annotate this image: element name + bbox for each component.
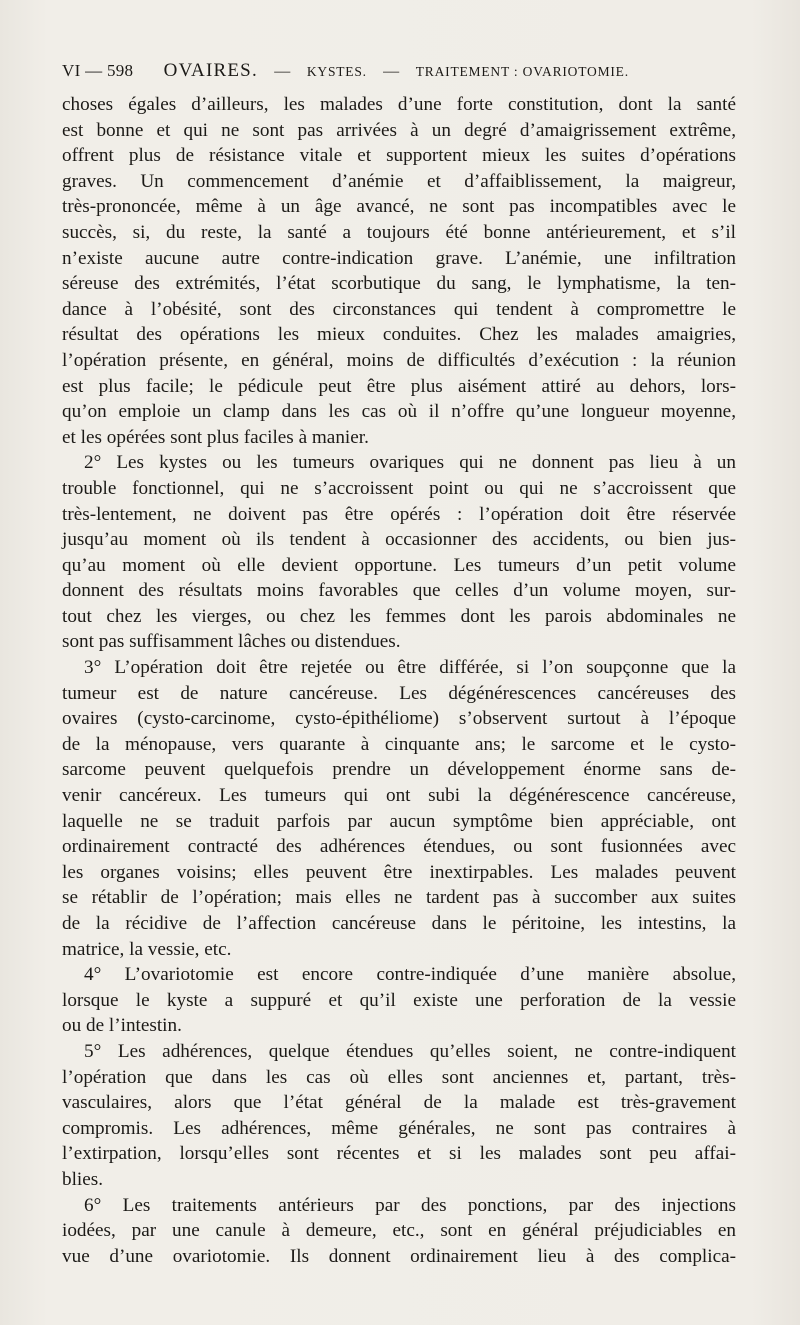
text-line: offrent plus de résistance vitale et supportent mieux les suites d’opérations bbox=[62, 145, 736, 167]
text-line: 6° Les traitements antérieurs par des ponctions, par des injections bbox=[84, 1194, 736, 1216]
text-line: tumeur est de nature cancéreuse. Les dégénérescences cancéreuses des bbox=[62, 682, 736, 704]
text-line: de la récidive de l’affection cancéreuse dans le péritoine, les intestins, la bbox=[62, 913, 736, 934]
text-line: lorsque le kyste a suppuré et qu’il existe une perforation de la vessie bbox=[62, 989, 736, 1011]
text-line: qu’au moment où elle devient opportune. Les tumeurs d’un petit volume bbox=[62, 554, 736, 576]
text-line: dance à l’obésité, sont des circonstances qui tendent à compromettre le bbox=[62, 298, 736, 320]
text-line: les organes voisins; elles peuvent être inextirpables. Les malades peuvent bbox=[62, 861, 736, 883]
text-line: vue d’une ovariotomie. Ils donnent ordinairement lieu à des complica- bbox=[62, 1245, 736, 1267]
text-line: compromis. Les adhérences, même générales, ne sont pas contraires à bbox=[62, 1117, 736, 1139]
text-line: de la ménopause, vers quarante à cinquante ans; le sarcome et le cysto- bbox=[62, 733, 736, 755]
text-line: se rétablir de l’opération; mais elles ne tardent pas à succomber aux suites bbox=[62, 887, 736, 909]
text-line: 3° L’opération doit être rejetée ou être différée, si l’on soupçonne que la bbox=[84, 657, 736, 679]
text-line: trouble fonctionnel, qui ne s’accroissent point ou qui ne s’accroissent que bbox=[62, 477, 736, 499]
text-line: graves. Un commencement d’anémie et d’affaiblissement, la maigreur, bbox=[62, 170, 736, 192]
text-line: ovaires (cysto-carcinome, cysto-épithéliome) s’observent surtout à l’époque bbox=[62, 708, 736, 730]
running-header bbox=[62, 60, 742, 90]
text-line: n’existe aucune autre contre-indication grave. L’anémie, une infiltration bbox=[62, 247, 736, 269]
header-separator: — bbox=[274, 63, 291, 80]
text-line: 2° Les kystes ou les tumeurs ovariques qui ne donnent pas lieu à un bbox=[84, 452, 736, 474]
text-line: résultat des opérations les mieux conduites. Chez les malades amaigries, bbox=[62, 324, 736, 346]
text-line: sarcome peuvent quelquefois prendre un développement énorme sans de- bbox=[62, 759, 736, 781]
text-line: est bonne et qui ne sont pas arrivées à un degré d’amaigrissement extrême, bbox=[62, 119, 736, 141]
text-line: l’opération que dans les cas où elles sont anciennes et, partant, très- bbox=[62, 1066, 736, 1088]
text-line: séreuse des extrémités, l’état scorbutique du sang, le lymphatisme, la ten- bbox=[62, 273, 736, 295]
header-subsection: TRAITEMENT : OVARIOTOMIE. bbox=[415, 64, 629, 79]
text-line: vasculaires, alors que l’état général de la malade est très-gravement bbox=[62, 1092, 736, 1114]
text-line: choses égales d’ailleurs, les malades d’une forte constitution, dont la santé bbox=[62, 94, 736, 115]
text-line: l’extirpation, lorsqu’elles sont récentes et si les malades sont peu affai- bbox=[62, 1143, 736, 1165]
text-line: jusqu’au moment où ils tendent à occasionner des accidents, ou bien jus- bbox=[62, 529, 736, 551]
text-line: donnent des résultats moins favorables que celles d’un volume moyen, sur- bbox=[62, 580, 736, 602]
text-line: matrice, la vessie, etc. bbox=[62, 938, 232, 960]
text-line: laquelle ne se traduit parfois par aucun symptôme bien appréciable, ont bbox=[62, 810, 736, 832]
header-section: KYSTES. bbox=[306, 64, 367, 79]
text-line: qu’on emploie un clamp dans les cas où il n’offre qu’une longueur moyenne, bbox=[62, 401, 736, 423]
text-line: ordinairement contracté des adhérences étendues, ou sont fusionnées avec bbox=[62, 836, 736, 858]
header-title: OVAIRES. bbox=[163, 60, 258, 81]
text-line: iodées, par une canule à demeure, etc., sont en général préjudiciables en bbox=[62, 1220, 736, 1242]
text-line: tout chez les vierges, ou chez les femmes dont les parois abdominales ne bbox=[62, 605, 736, 627]
text-line: 5° Les adhérences, quelque étendues qu’elles soient, ne contre-indiquent bbox=[84, 1040, 736, 1062]
text-line: succès, si, du reste, la santé a toujours été bonne antérieurement, et s’il bbox=[62, 221, 736, 243]
text-line: ou de l’intestin. bbox=[62, 1015, 182, 1037]
text-line: 4° L’ovariotomie est encore contre-indiquée d’une manière absolue, bbox=[84, 964, 736, 986]
text-line: blies. bbox=[62, 1168, 104, 1190]
text-line: est plus facile; le pédicule peut être plus aisément attiré au dehors, lors- bbox=[62, 375, 736, 397]
text-line: l’opération présente, en général, moins de difficultés d’exécution : la réunion bbox=[62, 349, 736, 371]
page-body-text bbox=[62, 92, 736, 1269]
header-separator: — bbox=[383, 63, 400, 80]
text-line: venir cancéreux. Les tumeurs qui ont subi la dégénérescence cancéreuse, bbox=[62, 785, 736, 807]
page-number: VI — 598 bbox=[62, 61, 134, 80]
text-line: très-prononcée, même à un âge avancé, ne sont pas incompatibles avec le bbox=[62, 196, 736, 218]
text-line: et les opérées sont plus faciles à manier. bbox=[62, 426, 369, 448]
text-line: sont pas suffisamment lâches ou distendues. bbox=[62, 631, 401, 653]
text-line: très-lentement, ne doivent pas être opérés : l’opération doit être réservée bbox=[62, 503, 736, 525]
